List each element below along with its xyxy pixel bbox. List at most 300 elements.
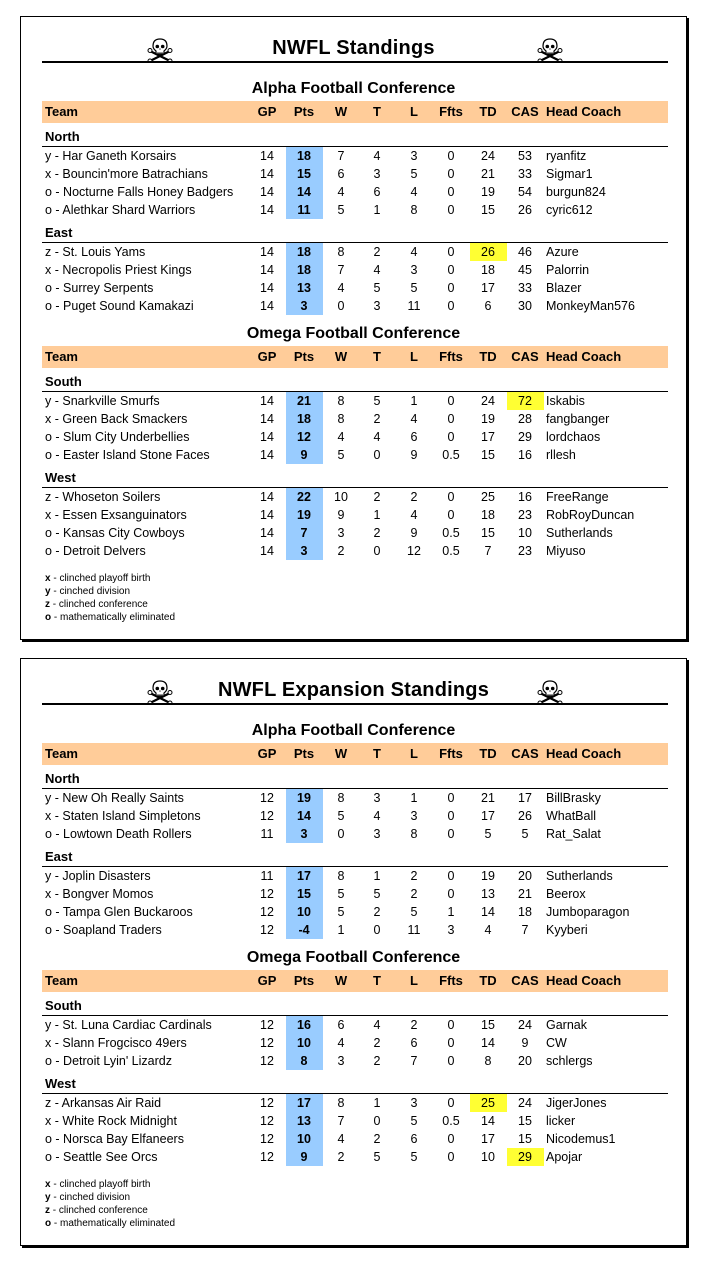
standings-panel — [20, 16, 687, 640]
cell-coach: MonkeyMan576 — [546, 299, 635, 313]
column-header-team: Team — [45, 973, 78, 988]
cell-ffts: 0 — [447, 490, 455, 504]
table-row — [42, 885, 668, 903]
cell-gp: 12 — [260, 1132, 274, 1146]
cell-coach: Apojar — [546, 1150, 583, 1164]
cell-t: 4 — [373, 1018, 381, 1032]
cell-team: o - Norsca Bay Elfaneers — [45, 1132, 184, 1146]
cell-td: 15 — [481, 1018, 495, 1032]
cell-ffts: 0 — [447, 185, 455, 199]
cell-team: x - White Rock Midnight — [45, 1114, 177, 1128]
cell-pts: 11 — [297, 203, 311, 217]
cell-pts: 10 — [297, 905, 311, 919]
table-header — [42, 101, 668, 123]
cell-gp: 12 — [260, 1018, 274, 1032]
cell-ffts: 0 — [447, 791, 455, 805]
legend — [45, 572, 175, 624]
cell-l: 3 — [410, 1096, 418, 1110]
column-header-cas: CAS — [511, 746, 539, 761]
cell-td: 24 — [481, 394, 495, 408]
cell-ffts: 0.5 — [442, 526, 460, 540]
cell-team: x - Green Back Smackers — [45, 412, 188, 426]
cell-team: y - New Oh Really Saints — [45, 791, 184, 805]
cell-team: z - St. Louis Yams — [45, 245, 146, 259]
cell-l: 9 — [410, 526, 418, 540]
cell-l: 9 — [410, 448, 418, 462]
cell-ffts: 0 — [447, 430, 455, 444]
cell-team: o - Alethkar Shard Warriors — [45, 203, 196, 217]
table-row — [42, 488, 668, 506]
table-header — [42, 346, 668, 368]
column-header-coach: Head Coach — [546, 349, 622, 364]
cell-ffts: 0 — [447, 203, 455, 217]
cell-cas: 7 — [521, 923, 529, 937]
cell-gp: 12 — [260, 1036, 274, 1050]
column-header-gp: GP — [257, 349, 277, 364]
cell-w: 5 — [337, 905, 345, 919]
cell-coach: burgun824 — [546, 185, 606, 199]
cell-gp: 14 — [260, 448, 274, 462]
legend-text: - cinched division — [50, 586, 131, 597]
cell-coach: Rat_Salat — [546, 827, 601, 841]
cell-ffts: 0 — [447, 263, 455, 277]
table-row — [42, 201, 668, 219]
cell-l: 4 — [410, 245, 418, 259]
cell-cas: 28 — [518, 412, 532, 426]
title-divider — [42, 61, 668, 63]
cell-l: 6 — [410, 1036, 418, 1050]
cell-pts: 17 — [297, 1096, 311, 1110]
cell-ffts: 0 — [447, 299, 455, 313]
cell-pts: 10 — [297, 1036, 311, 1050]
cell-ffts: 0 — [447, 809, 455, 823]
legend-key: o — [45, 1218, 52, 1229]
cell-pts: 9 — [300, 1150, 308, 1164]
cell-cas: 18 — [518, 905, 532, 919]
cell-ffts: 0 — [447, 1150, 455, 1164]
cell-w: 7 — [337, 1114, 345, 1128]
cell-coach: Kyyberi — [546, 923, 588, 937]
cell-l: 2 — [410, 1018, 418, 1032]
cell-t: 3 — [373, 299, 381, 313]
cell-team: o - Slum City Underbellies — [45, 430, 190, 444]
cell-w: 2 — [337, 544, 345, 558]
cell-cas: 45 — [518, 263, 532, 277]
column-header-cas: CAS — [511, 349, 539, 364]
table-row — [42, 1034, 668, 1052]
cell-t: 3 — [373, 827, 381, 841]
cell-ffts: 0 — [447, 1036, 455, 1050]
cell-l: 3 — [410, 149, 418, 163]
cell-l: 7 — [410, 1054, 418, 1068]
column-header-w: W — [334, 973, 348, 988]
cell-td: 14 — [481, 1036, 495, 1050]
column-header-l: L — [410, 104, 418, 119]
cell-l: 6 — [410, 1132, 418, 1146]
cell-ffts: 3 — [447, 923, 455, 937]
column-header-ffts: Ffts — [439, 973, 463, 988]
cell-w: 7 — [337, 149, 345, 163]
table-row — [42, 261, 668, 279]
legend-item — [45, 585, 175, 598]
cell-pts: 13 — [297, 281, 311, 295]
legend-text: - mathematically eliminated — [51, 612, 176, 623]
cell-td: 21 — [481, 167, 495, 181]
cell-pts: 9 — [300, 448, 308, 462]
cell-w: 5 — [337, 448, 345, 462]
cell-pts: 3 — [300, 299, 308, 313]
cell-w: 4 — [337, 1132, 345, 1146]
cell-cas: 10 — [518, 526, 532, 540]
cell-td: 14 — [481, 905, 495, 919]
cell-td: 17 — [481, 809, 495, 823]
conference-title: Alpha Football Conference — [251, 80, 456, 97]
legend-key: z — [45, 1205, 50, 1216]
table-row — [42, 1094, 668, 1112]
cell-l: 2 — [410, 887, 418, 901]
cell-coach: fangbanger — [546, 412, 610, 426]
cell-cas: 16 — [518, 490, 532, 504]
legend-item — [45, 598, 175, 611]
table-row — [42, 428, 668, 446]
cell-td: 8 — [484, 1054, 492, 1068]
cell-gp: 14 — [260, 149, 274, 163]
cell-t: 2 — [373, 905, 381, 919]
conference-title: Omega Football Conference — [246, 325, 461, 342]
cell-coach: Azure — [546, 245, 579, 259]
cell-pts: 14 — [297, 809, 311, 823]
cell-pts: 15 — [297, 167, 311, 181]
legend-text: - clinched playoff birth — [50, 573, 151, 584]
column-header-w: W — [334, 104, 348, 119]
cell-coach: CW — [546, 1036, 567, 1050]
cell-gp: 14 — [260, 394, 274, 408]
cell-l: 5 — [410, 281, 418, 295]
cell-l: 2 — [410, 490, 418, 504]
cell-ffts: 0 — [447, 827, 455, 841]
cell-coach: ryanfitz — [546, 149, 587, 163]
cell-td: 5 — [484, 827, 492, 841]
cell-t: 4 — [373, 809, 381, 823]
cell-ffts: 0.5 — [442, 544, 460, 558]
cell-t: 4 — [373, 430, 381, 444]
cell-t: 5 — [373, 281, 381, 295]
cell-team: z - Whoseton Soilers — [45, 490, 161, 504]
column-header-cas: CAS — [511, 973, 539, 988]
legend-key: o — [45, 612, 52, 623]
title-divider — [42, 703, 668, 705]
cell-cas: 33 — [518, 281, 532, 295]
table-row — [42, 279, 668, 297]
cell-pts: 22 — [297, 490, 311, 504]
cell-w: 9 — [337, 508, 345, 522]
legend-item — [45, 572, 175, 585]
table-row — [42, 410, 668, 428]
cell-gp: 14 — [260, 299, 274, 313]
cell-gp: 14 — [260, 490, 274, 504]
division-label: South — [45, 998, 82, 1013]
table-row — [42, 147, 668, 165]
cell-l: 12 — [407, 544, 421, 558]
legend-item — [45, 1204, 175, 1217]
column-header-w: W — [334, 349, 348, 364]
cell-td: 7 — [484, 544, 492, 558]
cell-pts: 14 — [297, 185, 311, 199]
cell-l: 3 — [410, 263, 418, 277]
cell-pts: 16 — [297, 1018, 311, 1032]
cell-cas: 20 — [518, 869, 532, 883]
cell-l: 11 — [407, 299, 421, 313]
cell-coach: Iskabis — [546, 394, 585, 408]
cell-cas: 21 — [518, 887, 532, 901]
cell-ffts: 0 — [447, 167, 455, 181]
cell-cas: 53 — [518, 149, 532, 163]
cell-td: 21 — [481, 791, 495, 805]
column-header-team: Team — [45, 746, 78, 761]
cell-w: 3 — [337, 526, 345, 540]
cell-coach: Palorrin — [546, 263, 590, 277]
cell-cas: 23 — [518, 508, 532, 522]
cell-gp: 14 — [260, 203, 274, 217]
cell-coach: BillBrasky — [546, 791, 601, 805]
cell-coach: lordchaos — [546, 430, 601, 444]
division-label: North — [45, 129, 80, 144]
cell-l: 1 — [410, 394, 418, 408]
table-row — [42, 243, 668, 261]
cell-l: 4 — [410, 508, 418, 522]
cell-w: 1 — [337, 923, 345, 937]
legend-text: - clinched conference — [50, 1205, 148, 1216]
cell-coach: WhatBall — [546, 809, 597, 823]
cell-gp: 12 — [260, 905, 274, 919]
cell-w: 0 — [337, 827, 345, 841]
cell-gp: 14 — [260, 430, 274, 444]
cell-t: 2 — [373, 412, 381, 426]
cell-team: y - Joplin Disasters — [45, 869, 151, 883]
cell-team: o - Surrey Serpents — [45, 281, 154, 295]
cell-td: 18 — [481, 508, 495, 522]
cell-cas: 46 — [518, 245, 532, 259]
cell-gp: 12 — [260, 791, 274, 805]
cell-team: o - Detroit Delvers — [45, 544, 146, 558]
cell-t: 4 — [373, 263, 381, 277]
table-row — [42, 807, 668, 825]
table-row — [42, 789, 668, 807]
column-header-l: L — [410, 973, 418, 988]
cell-cas: 72 — [518, 394, 532, 408]
cell-team: o - Puget Sound Kamakazi — [45, 299, 194, 313]
column-header-team: Team — [45, 104, 78, 119]
cell-t: 0 — [373, 448, 381, 462]
column-header-coach: Head Coach — [546, 104, 622, 119]
cell-pts: 10 — [297, 1132, 311, 1146]
cell-l: 5 — [410, 1114, 418, 1128]
division-label: North — [45, 771, 80, 786]
cell-pts: 21 — [297, 394, 311, 408]
cell-l: 3 — [410, 809, 418, 823]
cell-coach: Jumboparagon — [546, 905, 630, 919]
cell-cas: 17 — [518, 791, 532, 805]
cell-cas: 29 — [518, 1150, 532, 1164]
cell-gp: 12 — [260, 1114, 274, 1128]
cell-td: 19 — [481, 869, 495, 883]
column-header-t: T — [373, 349, 381, 364]
table-header — [42, 970, 668, 992]
table-row — [42, 392, 668, 410]
cell-team: x - Slann Frogcisco 49ers — [45, 1036, 187, 1050]
cell-w: 8 — [337, 394, 345, 408]
cell-td: 10 — [481, 1150, 495, 1164]
cell-gp: 14 — [260, 544, 274, 558]
column-header-t: T — [373, 104, 381, 119]
cell-l: 1 — [410, 791, 418, 805]
legend-text: - cinched division — [50, 1192, 131, 1203]
cell-t: 2 — [373, 490, 381, 504]
legend-text: - clinched conference — [50, 599, 148, 610]
table-row — [42, 446, 668, 464]
cell-pts: 13 — [297, 1114, 311, 1128]
cell-team: o - Easter Island Stone Faces — [45, 448, 210, 462]
cell-team: y - Snarkville Smurfs — [45, 394, 160, 408]
cell-w: 3 — [337, 1054, 345, 1068]
cell-t: 1 — [373, 869, 381, 883]
column-header-l: L — [410, 746, 418, 761]
cell-pts: 18 — [297, 412, 311, 426]
cell-gp: 11 — [260, 827, 274, 841]
legend-text: - clinched playoff birth — [50, 1179, 151, 1190]
cell-ffts: 0 — [447, 281, 455, 295]
cell-cas: 26 — [518, 203, 532, 217]
table-header — [42, 743, 668, 765]
cell-coach: Sigmar1 — [546, 167, 593, 181]
cell-cas: 5 — [521, 827, 529, 841]
cell-coach: Sutherlands — [546, 526, 613, 540]
cell-l: 5 — [410, 167, 418, 181]
cell-w: 2 — [337, 1150, 345, 1164]
column-header-ffts: Ffts — [439, 104, 463, 119]
cell-gp: 12 — [260, 923, 274, 937]
cell-ffts: 0 — [447, 508, 455, 522]
column-header-w: W — [334, 746, 348, 761]
cell-team: x - Staten Island Simpletons — [45, 809, 201, 823]
cell-w: 4 — [337, 185, 345, 199]
cell-pts: 19 — [297, 791, 311, 805]
division-label: South — [45, 374, 82, 389]
cell-l: 5 — [410, 1150, 418, 1164]
table-row — [42, 867, 668, 885]
column-header-t: T — [373, 973, 381, 988]
cell-pts: 3 — [300, 544, 308, 558]
cell-cas: 16 — [518, 448, 532, 462]
column-header-t: T — [373, 746, 381, 761]
legend-key: y — [45, 586, 51, 597]
panel-title: NWFL Standings — [272, 37, 435, 59]
cell-cas: 23 — [518, 544, 532, 558]
cell-cas: 54 — [518, 185, 532, 199]
cell-td: 25 — [481, 1096, 495, 1110]
table-row — [42, 524, 668, 542]
cell-ffts: 0 — [447, 1132, 455, 1146]
cell-w: 8 — [337, 791, 345, 805]
cell-coach: Garnak — [546, 1018, 587, 1032]
cell-td: 17 — [481, 281, 495, 295]
cell-w: 8 — [337, 245, 345, 259]
cell-w: 0 — [337, 299, 345, 313]
cell-td: 15 — [481, 448, 495, 462]
legend — [45, 1178, 175, 1230]
table-row — [42, 921, 668, 939]
cell-t: 3 — [373, 167, 381, 181]
table-row — [42, 1016, 668, 1034]
cell-td: 15 — [481, 203, 495, 217]
cell-t: 2 — [373, 1054, 381, 1068]
panel-title: NWFL Expansion Standings — [217, 679, 490, 701]
table-row — [42, 1130, 668, 1148]
cell-gp: 14 — [260, 185, 274, 199]
column-header-gp: GP — [257, 104, 277, 119]
cell-pts: 18 — [297, 245, 311, 259]
table-row — [42, 903, 668, 921]
column-header-td: TD — [479, 349, 497, 364]
cell-team: o - Detroit Lyin' Lizardz — [45, 1054, 172, 1068]
cell-w: 5 — [337, 809, 345, 823]
cell-t: 2 — [373, 1132, 381, 1146]
cell-team: o - Soapland Traders — [45, 923, 162, 937]
cell-pts: 18 — [297, 149, 311, 163]
cell-ffts: 0.5 — [442, 1114, 460, 1128]
cell-td: 19 — [481, 185, 495, 199]
cell-team: y - Har Ganeth Korsairs — [45, 149, 177, 163]
cell-w: 4 — [337, 281, 345, 295]
cell-coach: cyric612 — [546, 203, 593, 217]
cell-td: 18 — [481, 263, 495, 277]
cell-cas: 33 — [518, 167, 532, 181]
cell-coach: licker — [546, 1114, 576, 1128]
cell-team: x - Necropolis Priest Kings — [45, 263, 192, 277]
cell-td: 26 — [481, 245, 495, 259]
legend-key: z — [45, 599, 50, 610]
column-header-gp: GP — [257, 973, 277, 988]
cell-ffts: 0 — [447, 869, 455, 883]
cell-l: 11 — [407, 923, 421, 937]
cell-team: o - Lowtown Death Rollers — [45, 827, 192, 841]
cell-l: 8 — [410, 827, 418, 841]
legend-text: - mathematically eliminated — [51, 1218, 176, 1229]
conference-title: Alpha Football Conference — [251, 722, 456, 739]
legend-key: y — [45, 1192, 51, 1203]
cell-pts: 8 — [300, 1054, 308, 1068]
legend-item — [45, 611, 175, 624]
cell-t: 5 — [373, 887, 381, 901]
cell-cas: 9 — [521, 1036, 529, 1050]
table-row — [42, 825, 668, 843]
cell-coach: Nicodemus1 — [546, 1132, 616, 1146]
cell-t: 5 — [373, 394, 381, 408]
cell-w: 8 — [337, 869, 345, 883]
column-header-ffts: Ffts — [439, 746, 463, 761]
cell-td: 25 — [481, 490, 495, 504]
column-header-coach: Head Coach — [546, 746, 622, 761]
cell-l: 2 — [410, 869, 418, 883]
cell-gp: 12 — [260, 1150, 274, 1164]
table-row — [42, 183, 668, 201]
cell-td: 24 — [481, 149, 495, 163]
table-row — [42, 1052, 668, 1070]
legend-item — [45, 1178, 175, 1191]
cell-coach: schlergs — [546, 1054, 593, 1068]
cell-coach: RobRoyDuncan — [546, 508, 635, 522]
cell-w: 8 — [337, 412, 345, 426]
